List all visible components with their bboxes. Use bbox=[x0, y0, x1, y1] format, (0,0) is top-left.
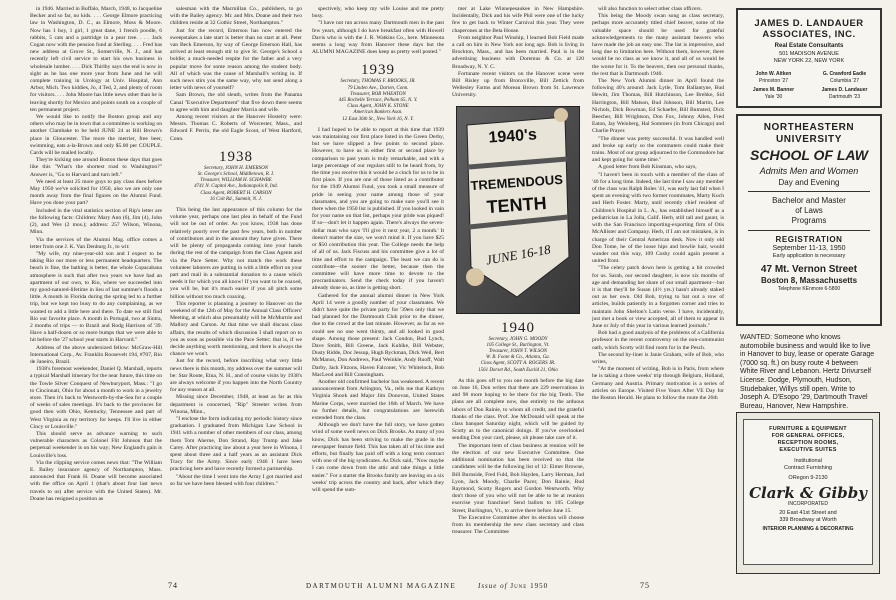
column-paragraph: in 1946. Married in Buffalo, March, 1948, to Jacqueline Becker and so far, no kids. . . . George Elmore practicing law in Washington, D. C., as Elmore, Moss & Moore. Now has 1 boy, 1 girl, 1 great dane, 1 french poodle, 6 rabbits, 5 cats and a partridge in a pear tree. . . . Jack Cogan now with the pension fund at Sterling. . . . Fred has new address at Grove St., Somerville, N. J., and has recently left civil service to start his own business in wholesale lumber. . . . Dick Thirlby says the end is now in sight as he has one more year from June and he will complete training in Urology at Univ. Hospital, Ann Arbor, Mich. Two kiddies, Jo, 4 Ted, 2, and plenty of room for visitors. . . . John Moore has little news other than he is leaving shortly for Mexico and points south on a couple of ten permanent project. bbox=[30, 6, 162, 113]
column-paragraph: Via the clipping service comes news that: "The William E. Bailey insurance agency of Northampton, Mass. announced that Frank H. Doane will become associated with the office on April 1 (that's about four last news travels to us) after service with the United States). Mr. Doane has resigned a position as bbox=[30, 459, 162, 502]
class-agent-address: 16 Colt Rd., Summit, N. J. bbox=[209, 196, 263, 202]
ad-cg-address-1: 20 East 41st Street and bbox=[779, 510, 837, 516]
ad-ne-line-1: NORTHEASTERN bbox=[763, 122, 855, 133]
column-paragraph: spectively, who keep my wife Louise and me pretty busy. bbox=[312, 6, 444, 20]
ad-cg-head-2: FOR GENERAL OFFICES, bbox=[771, 433, 845, 439]
column-paragraph: Included in the vital statistics section of Rip's letter are the following facts: Children: Mary Ann (6), Jim (4), John (2), and Wes (2 mos.); address: 257 Wilson, Winona, Minn. bbox=[30, 207, 162, 236]
column-paragraph: This reporter is planning a journey to Hanover on the weekend of the 12th of May for the Annual Class Officers' Meeting, at which also presumably will be McMurtrie and Mallory and Carson. At that time we shall discuss class affairs, the results of which discussion I shall report on to you as soon as possible via the Pace Setter; that is, if we decide anything worth mentioning, and there is always the chance we won't. bbox=[170, 300, 302, 358]
column-paragraph: will also function to select other class officers. bbox=[598, 6, 702, 12]
ad-landauer-person: G. Crawford Eadie Columbia '27 bbox=[822, 71, 867, 84]
ad-clark-gibby-frame bbox=[743, 419, 873, 565]
column-paragraph: Gathered for the annual alumni dinner in New York April 14 were a goodly number of your classmates. We didn't have quite the private party for '39ers only that we had planned for the Dartmouth Club prior to the dinner, due to the crowd at the last minute. However, as far as we could see no one went thirsty, and all looked in good shape. Among those present: Jack Condon, Bud Lynch, Dave Smith, Bill Greene, Jack Kuhlke, Bill Webster, Dusty Ridde, Doc Jessup, Hugh Ryckman, Dick Weil, Bert McManus, Don Andrews, Paul Weinkle, Andy Ruoff, Walt Darby, Jack Fitzons, Haven Falconer, Vic Whitelock, Bob MacLeod and Bill Cunningham. bbox=[312, 292, 444, 378]
issue-month: June 1950 bbox=[510, 582, 549, 590]
column-paragraph: The New York Alumni dinner in April found the following 40's around: Jack Lytle, Tom Ballantyne, Bud Hewitt, Jim Thomas, Bill Hutchinson, Lee Brehke, Sid Harrington, Bill Matson, Bud Johnson, Bill Martin, Lee Nichols, Dick Bowman, Ed Schaefer, Bill Bumsted, Dick Beecher, Bill Wrightson, Don Fox, Johnny Allen, Fred Eaton, Jay Weinberg, Hal Sommers (in from Chicago) and Charlie Prayer. bbox=[592, 78, 724, 135]
class-year: 1940 bbox=[501, 319, 535, 336]
ad-landauer-person: John W. Aitken Princeton '27 bbox=[755, 71, 792, 84]
secretary-address: St. George's School, Middletown, R. I. bbox=[197, 172, 275, 178]
ad-landauer bbox=[736, 8, 882, 108]
column-paragraph: "I enclose the form indicating my periodic history since graduation. I graduated from Michigan Law School in 1941 with a number of other members of our class, among them Tom Aherne, Don Strand, Ray Trump and Jake Carey. After practicing law about a year here in Winona, I spent about three and a half years as an assistant Dick Tracy for the Army. Since early 1946 I have been practicing here and have recently formed a partnership. bbox=[170, 415, 302, 473]
ad-ne-day: Day and Evening bbox=[778, 178, 840, 187]
secretary: Secretary, THOMAS F. BROOKS, JR. bbox=[340, 79, 416, 85]
class-agent-address-2: 12 East 36th St., New York 16, N. Y. bbox=[342, 116, 414, 122]
column-paragraph: A good letter from Bob Kinsman, who says, bbox=[598, 164, 697, 171]
class-year: 1939 bbox=[361, 62, 395, 79]
ad-clark-gibby bbox=[736, 412, 880, 574]
class-year: 1938 bbox=[219, 148, 253, 165]
ad-landauer-person: James M. Banner Yale '30 bbox=[752, 87, 795, 100]
column-paragraph: We would like to notify the Boston group and any others who may be in town that a committee is working on another Clambake to be held JUNE 24 at Bill Brown's place in Gloucester. The more the merrier, free beer, swimming, eats a-la-Brown and only $5.00 per COUPLE. Cards will be mailed locally. bbox=[30, 114, 162, 157]
column-paragraph: Just for the record, before inscribing what very little news there is this month, my address over the summer will be: Star Route, Etna, N. H., and of course visits by 1938's are always welcome if you happen into the North Country for any reason at all. bbox=[170, 358, 302, 394]
treasurer-address: 445 Rochelle Terrace, Pelham 65, N. Y. bbox=[338, 98, 418, 104]
column-paragraph: Another old confirmed bachelor has weakened. A recent announcement from Arlington, Va., tells me that Kathryn Virginia Shook and Major Jim Donovan, United States Marine Corps, were married the 16th of March. We have no further details, but congratulations are herewith extended from the class. bbox=[312, 378, 444, 421]
ad-cg-inst-1: Institutional bbox=[794, 458, 822, 464]
class-heading-1938 bbox=[170, 149, 302, 203]
ad-cg-inst-2: Contract Furnishing bbox=[784, 465, 832, 471]
class-agent: Class Agent, JOHN K. STONE bbox=[347, 104, 409, 110]
column-paragraph: From neighbor Paul Winship, I learned Bob Field made a call on him in New York not long ago. Bob is living in Brockton, Mass., and has been married. Paul is in the advertising business with Doremus & Co. at 120 Broadway, N. Y. C. bbox=[452, 34, 584, 70]
column-paragraph: They're kicking one around Boston these days that goes like this "What's the shortest road to Washington?" Answer is, "Go to Harvard and turn left." bbox=[30, 157, 162, 178]
class-heading-1940 bbox=[452, 320, 584, 374]
column-paragraph: We need at least 25 more guys to pay class dues before May 1950 we've solicited for 1950, also we are only one month away from the final figures on the Alumni Fund. Have you done your part? bbox=[30, 178, 162, 207]
column-paragraph: "I have not run across many Dartmouth men in the past few years, although I do have breakfast often with Howell Davis who is with the J. R. Watkins Co., here. Minnesota seems a long way from Hanover these days but the ALUMNI MAGAZINE does keep us pretty well posted." bbox=[312, 20, 444, 56]
column-paragraph: Via the services of the Alumni Mag. office comes a letter from one J. K. Van Denburg Jr., to wit: bbox=[30, 236, 162, 250]
ad-ne-degree-1: Bachelor and Master bbox=[772, 196, 846, 205]
treasurer: Treasurer, JOHN T. WILSON bbox=[488, 349, 548, 355]
ad-cg-decorating: INTERIOR PLANNING & DECORATING bbox=[762, 526, 854, 532]
ad-ne-early: Early application is necessary bbox=[772, 253, 846, 259]
column-paragraph: Among recent visitors at the Hanover Hostelry were: Messrs. Thomas C. Roberts of Worcester, Mass., and Edward F. Perrin, the old Eagle Scout, of West Hartford, Conn. bbox=[170, 114, 302, 142]
divider bbox=[748, 191, 870, 192]
column-paragraph: Missing since December, 1948, at least as far as this department is concerned, "Rip" Streeter writes from Winona, Minn., bbox=[170, 394, 302, 415]
column-paragraph: "About the time I went into the Army I got married and so far we have been blessed with four children." bbox=[170, 473, 302, 487]
column-paragraph: Bob had a good analysis of the problems of a California professor in the recent controversy on the non-communist oath, which Scotty will find room for in the Pesch. bbox=[592, 330, 724, 351]
ad-ne-school: SCHOOL OF LAW bbox=[750, 147, 868, 163]
page-number-left: 74 bbox=[168, 581, 178, 590]
column-paragraph: This being the Moody swan song as class secretary, perhaps more accurately titled chief beaver, some of the valuable space should be used for grateful acknowledgements to the many assistant beavers who have made the job an easy one. The list is impressive, and long due to limitation here. Without them, however, there would be no class as we know it, and all of us would be the worse for it. To the beavers, then our personal thanks, the rest that is Dartmouth 1940. bbox=[592, 13, 724, 77]
column-paragraph: Although we don't have the full story, we have gotten wind of some swell news on Dick Brooks. As many of you know, Dick has been striving to make the grade in the newspaper feature field. This has taken all of his time and efforts, but finally has paid off with a long term contract with one of the big syndicates. As Dick said, "Now maybe I can come down from the attic and take things a little easier." For a starter the Brooks family are leaving on a six weeks' trip across the country and back, after which they will spend the sum- bbox=[312, 422, 444, 493]
banner-photo-illustration bbox=[457, 107, 579, 313]
column-5 bbox=[592, 6, 724, 562]
ad-landauer-firm-2: ASSOCIATES, INC. bbox=[762, 29, 856, 40]
column-paragraph: The Executive Committee after its election will choose from its membership the new class secretary and class treasurer. The Committee bbox=[452, 514, 584, 536]
column-paragraph: Fortunate recent visitors on the Hanover scene were Bill Risley up from Bronxville, Bill Zettick from Wellesley Farms and Moreau Brown from St. Lawrence University. bbox=[452, 70, 584, 99]
issue-line bbox=[478, 582, 548, 590]
secretary-address: 79 Linden Ave., Darien, Conn. bbox=[347, 85, 409, 91]
treasurer-address: W. B. Foote & Co., Atlanta, Ga. bbox=[486, 355, 550, 361]
column-paragraph: Sam Brown, the old sleuth, writes from the Panama Canal "Executive Department" that five down there seems to agree with him and daughter Marcia and wife. bbox=[170, 92, 302, 113]
column-paragraph: As this goes off to you one month before the big date on June 16, Don writes that there are 229 reservations in and 98 more hoping to be there for the big Tenth. The plans are all complete now, due entirely to the arduous labors of Don Rainie, to whom all credit, and the grateful thanks of the class. Prof. Joe McDonald will speak at the class banquet Saturday night, which will be guided by Scotty as to the canonical doings. If you've overlooked sending Don your card, please, oh please take care of it. bbox=[452, 377, 584, 442]
column-paragraph: "The celery patch down here is getting a bit crowded for us. Sarah, our second daughter, is now six months of age and demanding her share of our small apartment—but it is that they'll be Susan (4½ yrs.) hasn't already staked out as her own. Old Bob, trying to bat out a row of articles, builds patiently in a forgotten corner and tries to maintain John Shelton's Latin verse. I have, incidentally, just met a book or view accepted, all of them to appear in June or July of this year in various learned journals." bbox=[592, 265, 724, 329]
ad-ne-degree-3: Programs bbox=[791, 216, 827, 225]
ad-cg-phone: ORegon 9-2130 bbox=[788, 475, 828, 481]
class-agent-address-1: American Bankers Assn. bbox=[353, 110, 403, 116]
ad-cg-address-2: 339 Broadway at Worth bbox=[779, 517, 837, 523]
divider bbox=[748, 230, 870, 231]
column-paragraph: "I haven't been in touch with a member of the class of '40 for a long time. Indeed, the last time I saw any member of the class was Ralph Roles '41, was early last fall when I spent an evening with two former roommates, Marty Koch and Herb Foster. Marty, until recently chief resident of Children's Hospital in L. A., has established himself as a pediatrician in La Jolla, Calif. Herb, still tall and gaunt, is with the San Francisco importing-exporting firm of Otis McAllister and Company. Herb, if I am not mistaken, is in charge of their Central American desk. Now it only old Don Tome, he of the loose hips and bowlie hair, would wander out this way, 109 Cosby could again present a united front. bbox=[592, 171, 724, 265]
banner-date: JUNE 16-18 bbox=[484, 241, 552, 268]
ad-landauer-address-2: NEW YORK 22, NEW YORK bbox=[773, 58, 845, 64]
column-paragraph: "My wife, my nine-year-old son and I expect to be taking Rio our more or less permanent headquarters. The beach is fine, the bathing is better, the whole Copacabana atmosphere is such that after two years we have had an apartment of our own, to Rio, where we succeeded into my good-natured-lifetime in lieu of last summer's floods a little. A month in Florida during the spring led to a further trip, but we kept too busy to do any complaining, as we wanted to add a little here and there. To date we still find Rio our favorite place. A month in Portugal, two at Sintra, 2 months of trips — to Brazil and Rodg Harrison of '39. Have a half-dozen or so more bumps that we were able to hit before the '27 school year starts in Harvard." bbox=[30, 250, 162, 344]
ad-cg-head-3: RECEPTION ROOMS, bbox=[777, 440, 839, 446]
column-4 bbox=[452, 6, 584, 562]
treasurer-address: 4741 N. Capitol Ave., Indianapolis 8, Ind. bbox=[194, 184, 278, 190]
column-paragraph: I had hoped to be able to report at this time that 1939 was maintaining our first place listed in the Green Derby, but we have slipped a few points to second place. However, to have us in either first or second place by comparison to past years is truly remarkable, and with a large percentage of our regulars still to be heard from, by the time you receive this it would be a cinch for us to be in first place. If you are one of those listed as a contributor for the 1949 Alumni Fund, you took a small measure of pride in seeing your name among those of your classmates, and you are going to make sure you'll see it there when the 1950 list is published. If you looked in vain for your name on that list, perhaps your pride was piqued! If so—don't let it happen again. There's always the seven-dollar man who says 'I'll give it next year, 2 a month.' It doesn't matter the size, we won't mind it. If you have $25 or $50 contribution this year. The College needs the help of all of us. Jack Fiscuss and his committee give a lot of time and effort to the campaign. The least we can do is contribute—the sooner the better, because then the committee will have more time to devote to the procrastinators. Send the check today if you haven't already done so, as time is getting short. bbox=[312, 126, 444, 292]
ad-northeastern-law bbox=[736, 114, 882, 326]
class-heading-1939 bbox=[312, 62, 444, 122]
column-3 bbox=[312, 6, 444, 562]
class-agent: Class Agent, SCOTT A. ROGERS JR. bbox=[480, 361, 556, 367]
column-2 bbox=[170, 6, 302, 562]
ad-ne-degree-2: of Laws bbox=[795, 206, 823, 215]
banner-year: 1940's bbox=[488, 125, 538, 147]
ad-cg-head-4: EXECUTIVE SUITES bbox=[779, 447, 837, 453]
secretary: Secretary, JOHN G. MOODY bbox=[488, 336, 548, 342]
treasurer: Treasurer, WILLIAM H. SCHAWBE bbox=[200, 178, 272, 184]
column-paragraph: Address of the above undersized fellow: McGraw-Hill International Corp., Av. Franklin Roosevelt 194, #707, Rio de Janeiro, Brazil. bbox=[30, 344, 162, 365]
ad-ne-city: Boston 8, Massachusetts bbox=[760, 276, 858, 285]
column-1 bbox=[30, 6, 162, 562]
ad-cg-incorporated: INCORPORATED bbox=[788, 501, 828, 507]
column-paragraph: salesman with the Macmillan Co., publishers, to go with the Bailey agency. Mr. and Mrs. Doane and their two children reside at 32 Gothic Street, Northampton." bbox=[170, 6, 302, 27]
ad-ne-tel: Telephone KEnmore 6-5800 bbox=[777, 286, 841, 292]
page-number-right: 75 bbox=[640, 581, 650, 590]
ad-wanted-classified: WANTED: Someone who knows automobile business and would like to live in Hanover to buy, lease or operate Garage (7000 sq. ft.) on busy route 4 between White River and Lebanon. Hertz Drivurself License. Dodge, Plymouth, Hudson, Studebaker, Willys still open. Write to Joseph A. D'Esopo '29, Dartmouth Travel Bureau, Hanover, New Hampshire. bbox=[740, 334, 875, 410]
secretary: Secretary, JOHN H. EMERSON bbox=[203, 165, 269, 171]
column-paragraph: This being the last appearance of this column for the volume year, perhaps one last plea in behalf of the Fund will not be out of order. As you know, 1938 has done relatively poorly over the past few years, both in number of contributors and in the amount they have given. There will be plenty of propaganda coming into your hands during the rest of the campaign from the Class Agents and via the Pace Setter. Why not match the work these volunteer laborers are putting in with a little effort on your part and mail in a substantial donation to a cause which needs it for which you all know! If you want to be coaxed, you will be, but it's much easier if you all pitch some billion without too much coaxing. bbox=[170, 207, 302, 300]
ad-landauer-person: James D. Landauer Dartmouth '23 bbox=[821, 87, 868, 100]
column-paragraph: This should serve as advance warning to such vulnerable characters as Colonel Flit Johnson that the perpetual weekender is on his way; New England's gain is Louisville's loss. bbox=[30, 430, 162, 459]
column-paragraph: The important item of class business at reunion will be the election of our new Executive Committee. One additional nomination has been received so that the candidates will be the following list of 12: Elmer Browne, Bill Burnside, Fred Fuld, Bob Hayden, Larry Herman, Jud Lyon, Jack Moody, Charlie Pacer, Don Rainie, Bud Raymond, Scotty Rogers and Gordon Wentworth. Why don't those of you who will not be able to be at reunion exercise your franchise! Send ballots to 105 College Street, Burlington, Vt., to arrive there before June 15. bbox=[452, 442, 584, 514]
column-paragraph: "At the moment of writing, Bob is in Paris, from where he is taking a three weeks' trip through Belgium, Holland, Germany and Austria. Primary motivation is a series of articles on Europe. Visited Five Years After VE Day for the Boston Herald. He plans to follow the route the 26th bbox=[592, 366, 724, 401]
ad-cg-brand-logo: Clark & Gibby bbox=[749, 484, 867, 502]
ad-ne-line-2: UNIVERSITY bbox=[775, 134, 842, 145]
class-agent: Class Agent, ROBERT H. CARSON bbox=[200, 190, 272, 196]
column-paragraph: Just for the record, Emerson has now entered the sweepstakes a late start is better than no start at all. Peter van Beck Emerson, by way of George Emerson Hall, has arrived at least enough stir to give St. George's School a boldie; a much-needed respite for the father and a very popular move for some reason among the student body. All of which was the cause of Marshall's writing in. If such news stirs you the same way, why not send along a letter with news of yourself? bbox=[170, 27, 302, 92]
reunion-banner-photo bbox=[456, 106, 580, 314]
ad-ne-date: September 11-13, 1950 bbox=[772, 245, 846, 252]
column-paragraph: 1938's foremost weekender, Daniel Q. Marshall, reports a typical Marshall itinerary for the near future, this time on the Towle Silver Conquest of Newburyport, Mass.: "I go to Cincinnati, Ohio for about a month to work in a jewelry store. Then it's back to Westworth-by-the-Sea for a couple of weeks of sales meetings. It's back to the provinces for good then with Ohio, Kentucky, Tennessee and part of West Virginia as my territory for keeps. I'll live in either Cincy or Louisville." bbox=[30, 366, 162, 430]
treasurer: Treasurer, BOB WHEATON bbox=[350, 91, 406, 97]
ad-landauer-people-row-1 bbox=[738, 71, 880, 84]
banner-title: TREMENDOUS bbox=[470, 171, 564, 193]
issue-prefix: Issue of bbox=[478, 582, 508, 590]
magazine-name: DARTMOUTH ALUMNI MAGAZINE bbox=[306, 582, 457, 590]
ad-cg-head-1: FURNITURE & EQUIPMENT bbox=[769, 426, 847, 432]
ad-landauer-address-1: 501 MADISON AVENUE bbox=[779, 51, 839, 57]
ad-ne-admits: Admits Men and Women bbox=[759, 166, 859, 176]
class-agent-address: 1561 Dorset Rd., South Euclid 21, Ohio bbox=[478, 367, 558, 373]
ad-ne-street: 47 Mt. Vernon Street bbox=[760, 264, 858, 275]
ad-landauer-firm-1: JAMES D. LANDAUER bbox=[754, 18, 864, 29]
ad-landauer-people-row-2 bbox=[738, 87, 880, 100]
secretary-address: 105 College St., Burlington, Vt. bbox=[486, 342, 550, 348]
banner-sub: TENTH bbox=[485, 192, 548, 217]
column-paragraph: mer at Lake Winnepesaukee in New Hampshire. Incidentally, Dick and his wife Phil were one of the lucky few to get back to Winter Carnival this year. They were chaperones at the Beta House. bbox=[452, 6, 584, 34]
ad-ne-registration: REGISTRATION bbox=[775, 235, 843, 244]
column-paragraph: The second by-liner is Janie Graham, wife of Bob, who writes, bbox=[592, 351, 724, 365]
column-paragraph: "The dinner was pretty successful. It was handled well and broke up early so the commuters could make their trains. Most of our group adjourned to the Commodore bar and kept going for some time." bbox=[592, 135, 724, 164]
ad-landauer-subtitle: Real Estate Consultants bbox=[774, 43, 844, 49]
